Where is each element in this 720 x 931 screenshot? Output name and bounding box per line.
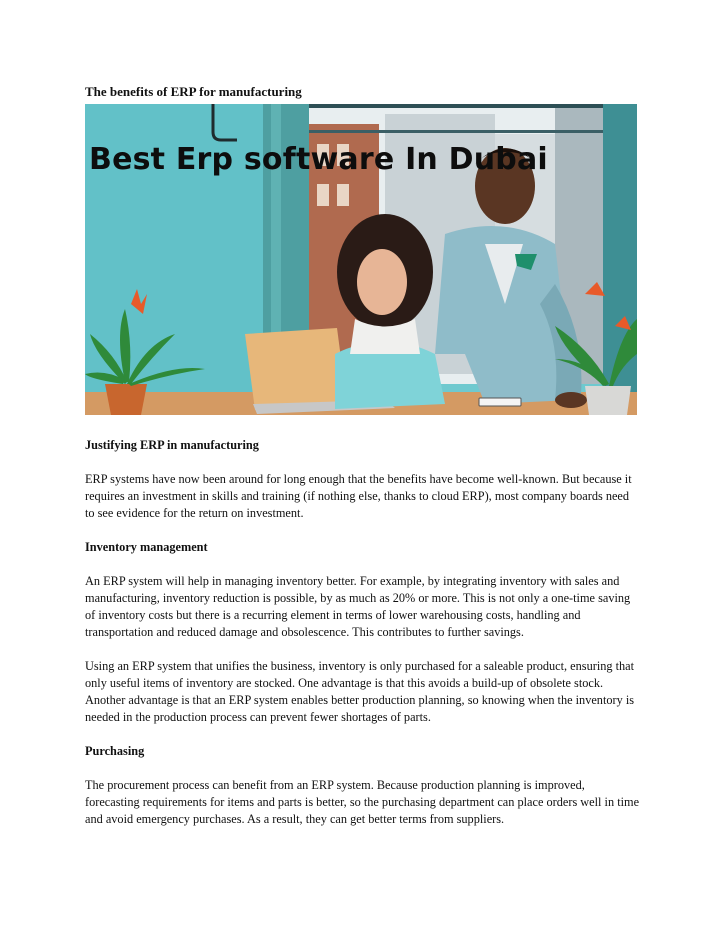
section-heading: Justifying ERP in manufacturing bbox=[85, 438, 259, 452]
section-heading: Inventory management bbox=[85, 540, 208, 554]
paragraph: ERP systems have now been around for long enough that the benefits have become well-known. But because it requires an investment in skills and training (if nothing else, thanks to cloud ERP), most company boards need to see evidence for the return on investment. bbox=[85, 472, 632, 520]
section-heading: Purchasing bbox=[85, 744, 145, 758]
hero-image bbox=[85, 104, 637, 415]
hero-image-caption: Best Erp software In Dubai bbox=[89, 142, 548, 177]
document-title: The benefits of ERP for manufacturing bbox=[85, 84, 302, 99]
paragraph: Using an ERP system that unifies the business, inventory is only purchased for a saleable product, ensuring that only useful items of inventory are stocked. One advantage is that this avoids a build-up of obsolete stock. Another advantage is that an ERP system enables better production planning, so knowing when the inventory is needed in the production process can prevent fewer shortages of parts. bbox=[85, 659, 635, 724]
document-body bbox=[85, 437, 640, 845]
paragraph: The procurement process can benefit from an ERP system. Because production planning is improved, forecasting requirements for items and parts is better, so the purchasing department can place orders well in time and avoid emergency purchases. As a result, they can get better terms from suppliers. bbox=[85, 778, 640, 826]
paragraph: An ERP system will help in managing inventory better. For example, by integrating inventory with sales and manufacturing, inventory reduction is possible, by as much as 20% or more. This is not only a one-time saving of inventory costs but there is a recurring element in terms of lower warehousing costs, handling and transportation and reduced damage and obsolescence. This contributes to further savings. bbox=[85, 574, 631, 639]
